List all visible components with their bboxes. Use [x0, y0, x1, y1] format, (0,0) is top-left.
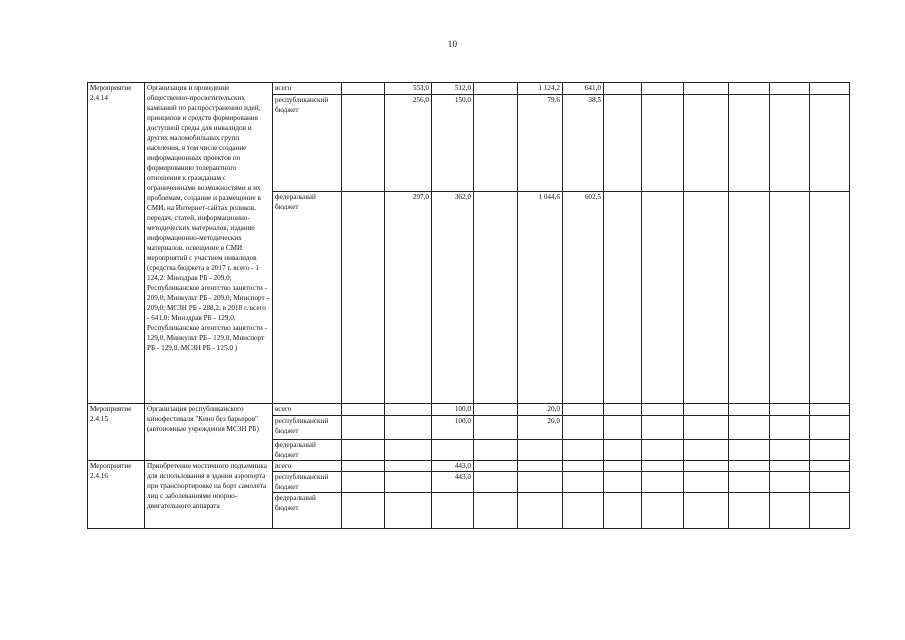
value-cell	[770, 192, 810, 404]
value-cell: 443,0	[432, 461, 474, 472]
funding-source-cell: всего	[273, 404, 342, 416]
value-cell	[604, 461, 642, 472]
value-cell: 20,0	[518, 404, 563, 416]
value-cell	[729, 192, 770, 404]
value-cell	[604, 95, 642, 192]
value-cell	[385, 472, 432, 493]
measure-id-cell: Мероприятие 2.4.14	[88, 83, 145, 404]
value-cell: 553,0	[385, 83, 432, 95]
value-cell: 79,6	[518, 95, 563, 192]
value-cell	[810, 192, 850, 404]
value-cell	[385, 461, 432, 472]
value-cell	[518, 493, 563, 529]
funding-source-cell: республиканский бюджет	[273, 472, 342, 493]
value-cell: 256,0	[385, 95, 432, 192]
budget-table	[87, 82, 850, 529]
funding-source-cell: республиканский бюджет	[273, 95, 342, 192]
table-row	[88, 404, 850, 416]
value-cell: 443,0	[432, 472, 474, 493]
value-cell	[342, 83, 385, 95]
value-cell	[642, 404, 684, 416]
value-cell: 297,0	[385, 192, 432, 404]
value-cell	[342, 192, 385, 404]
value-cell	[770, 440, 810, 461]
value-cell	[563, 440, 604, 461]
value-cell	[385, 493, 432, 529]
value-cell	[810, 404, 850, 416]
measure-description-cell: Приобретение мостичного подъемника для использования в здании аэропорта при транспортировке на борт самолета лиц с заболеваниями опорно-двигательного аппарата	[145, 461, 273, 529]
value-cell	[810, 493, 850, 529]
value-cell	[563, 493, 604, 529]
value-cell	[518, 472, 563, 493]
value-cell	[342, 493, 385, 529]
value-cell	[729, 83, 770, 95]
value-cell: 1 124,2	[518, 83, 563, 95]
value-cell	[385, 416, 432, 440]
value-cell	[604, 83, 642, 95]
value-cell	[474, 416, 518, 440]
value-cell: 602,5	[563, 192, 604, 404]
funding-source-cell: всего	[273, 83, 342, 95]
value-cell: 641,0	[563, 83, 604, 95]
funding-source-cell: республиканский бюджет	[273, 416, 342, 440]
value-cell: 38,5	[563, 95, 604, 192]
value-cell	[432, 440, 474, 461]
value-cell	[342, 95, 385, 192]
value-cell	[770, 95, 810, 192]
value-cell	[604, 192, 642, 404]
value-cell	[684, 416, 729, 440]
measure-id-cell: Мероприятие 2.4.15	[88, 404, 145, 461]
value-cell	[810, 83, 850, 95]
value-cell	[474, 83, 518, 95]
value-cell	[684, 83, 729, 95]
value-cell	[729, 493, 770, 529]
value-cell: 100,0	[432, 416, 474, 440]
value-cell	[810, 461, 850, 472]
measure-description-cell: Организация республиканского кинофестиваля "Кино без барьеров" (автономные учреждения МСЗН РБ)	[145, 404, 273, 461]
value-cell	[729, 416, 770, 440]
value-cell	[642, 83, 684, 95]
value-cell	[810, 416, 850, 440]
value-cell	[684, 461, 729, 472]
value-cell	[563, 404, 604, 416]
value-cell	[604, 493, 642, 529]
value-cell	[642, 95, 684, 192]
funding-source-cell: федеральный бюджет	[273, 493, 342, 529]
value-cell	[604, 404, 642, 416]
value-cell	[684, 472, 729, 493]
value-cell	[729, 95, 770, 192]
value-cell	[604, 472, 642, 493]
value-cell	[563, 461, 604, 472]
value-cell: 100,0	[432, 404, 474, 416]
value-cell	[518, 461, 563, 472]
value-cell	[642, 472, 684, 493]
value-cell	[385, 440, 432, 461]
page-number: 10	[447, 39, 458, 49]
value-cell: 20,0	[518, 416, 563, 440]
value-cell	[342, 404, 385, 416]
value-cell	[474, 461, 518, 472]
funding-source-cell: федеральный бюджет	[273, 192, 342, 404]
value-cell	[810, 472, 850, 493]
value-cell	[385, 404, 432, 416]
value-cell	[474, 404, 518, 416]
value-cell	[642, 461, 684, 472]
value-cell	[684, 440, 729, 461]
value-cell	[684, 95, 729, 192]
value-cell	[342, 472, 385, 493]
measure-description-cell: Организация и проведение общественно-просветительских кампаний по распространению идей, принципов и средств формирования доступной среды для инвалидов и других маломобильных групп населения, в том числе создание информационных проектов по формированию толерантного отношения к гражданам с ограниченными возможностями и их проблемам, создание и размещение в СМИ, на Интернет-сайтах роликов, передач, статей, информационно-методических материалов, издание информационно-методических материалов, освещение в СМИ мероприятий с участием инвалидов (средства бюджета в 2017 г. всего - 1 124,2: Минздрав РБ - 209,0; Республиканское агентство занятости - 209,0; Минкульт РБ - 209,0; Минспорт - 209,0; МСЗН РБ - 288,2, в 2018 г. всего - 641,0: Минздрав РБ - 129,0, Республиканское агентство занятости - 129,0, Минкульт РБ - 129,0, Минспорт РБ - 129,0, МСЗН РБ - 125,0 )	[145, 83, 273, 404]
table-row	[88, 83, 850, 95]
funding-source-cell: всего	[273, 461, 342, 472]
value-cell	[684, 192, 729, 404]
value-cell	[563, 472, 604, 493]
value-cell	[474, 95, 518, 192]
value-cell: 150,0	[432, 95, 474, 192]
value-cell	[474, 192, 518, 404]
value-cell: 1 044,6	[518, 192, 563, 404]
value-cell	[342, 416, 385, 440]
value-cell	[474, 440, 518, 461]
value-cell	[474, 493, 518, 529]
value-cell	[729, 472, 770, 493]
value-cell	[432, 493, 474, 529]
value-cell	[642, 416, 684, 440]
value-cell: 362,0	[432, 192, 474, 404]
value-cell	[342, 440, 385, 461]
value-cell	[810, 440, 850, 461]
value-cell	[518, 440, 563, 461]
value-cell	[604, 416, 642, 440]
value-cell	[770, 461, 810, 472]
value-cell	[729, 440, 770, 461]
value-cell	[729, 404, 770, 416]
value-cell	[642, 493, 684, 529]
value-cell	[770, 404, 810, 416]
value-cell	[604, 440, 642, 461]
value-cell	[770, 83, 810, 95]
value-cell	[474, 472, 518, 493]
funding-source-cell: федеральный бюджет	[273, 440, 342, 461]
value-cell	[642, 192, 684, 404]
value-cell	[729, 461, 770, 472]
value-cell	[684, 404, 729, 416]
value-cell: 512,0	[432, 83, 474, 95]
value-cell	[810, 95, 850, 192]
value-cell	[770, 416, 810, 440]
value-cell	[342, 461, 385, 472]
measure-id-cell: Мероприятие 2.4.16	[88, 461, 145, 529]
value-cell	[563, 416, 604, 440]
value-cell	[770, 472, 810, 493]
value-cell	[684, 493, 729, 529]
value-cell	[770, 493, 810, 529]
value-cell	[642, 440, 684, 461]
table-row	[88, 461, 850, 472]
